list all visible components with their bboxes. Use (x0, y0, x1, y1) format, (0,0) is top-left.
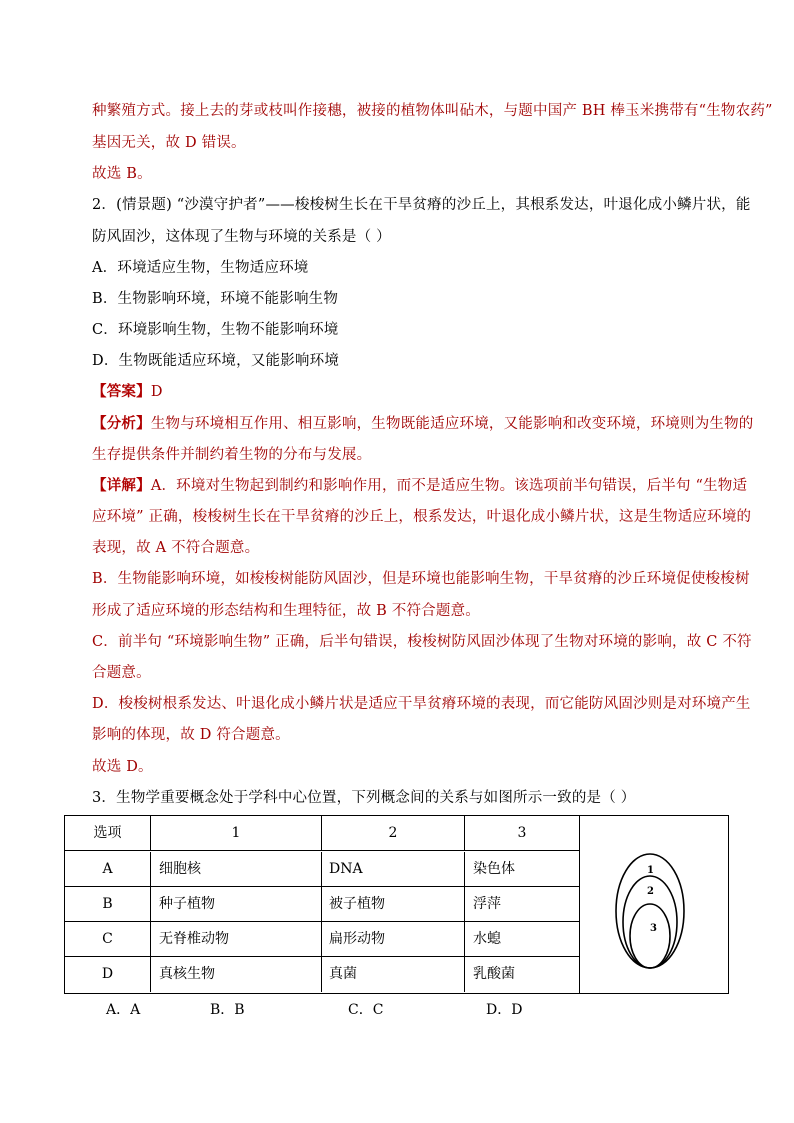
option-b: B．B (210, 1002, 245, 1018)
analysis-line (92, 414, 754, 434)
table-cell: 水螅 (473, 931, 501, 947)
table-cell: 浮萍 (473, 896, 501, 912)
table-row (65, 887, 579, 922)
diagram-label-1: 1 (647, 865, 654, 876)
table-cell: 无脊椎动物 (151, 922, 322, 957)
header-cell: 1 (151, 816, 322, 851)
option-d: D．生物既能适应环境，又能影响环境 (92, 353, 340, 369)
table-cell: 种子植物 (151, 887, 322, 922)
table-cell: D (65, 957, 151, 992)
text-line: 种繁殖方式。接上去的芽或枝叫作接穗，被接的植物体叫砧木，与题中国产 BH 棒玉米携带有“生物农药” (92, 103, 773, 119)
option-a: A．A (106, 1002, 141, 1018)
table-row (65, 957, 579, 992)
detail-line (92, 476, 748, 496)
table-cell: DNA (322, 852, 465, 887)
option-b: B．生物影响环境，环境不能影响生物 (92, 291, 339, 307)
question-2-stem: 2．(情景题) “沙漠守护者”——梭梭树生长在干旱贫瘠的沙丘上，其根系发达，叶退化成小鳞片状，能 (92, 197, 751, 213)
table-cell: 真核生物 (151, 957, 322, 992)
analysis-text: 生物与环境相互作用、相互影响，生物既能适应环境，又能影响和改变环境，环境则为生物的 (150, 416, 754, 432)
table-row (65, 852, 579, 887)
table-header-row (65, 816, 579, 851)
header-cell: 2 (322, 816, 465, 851)
header-cell: 3 (517, 825, 527, 841)
diagram-label-3: 3 (650, 923, 657, 934)
detail-text: C．前半句 “环境影响生物” 正确，后半句错误，梭梭树防风固沙体现了生物对环境的影响，故 C 不符 (92, 634, 752, 650)
ellipse-inner (630, 904, 670, 968)
answer-tag: 【答案】 (92, 383, 151, 400)
analysis-tag: 【分析】 (92, 415, 151, 432)
table-grid (65, 816, 580, 993)
question-3-table (64, 815, 729, 994)
question-2-stem: 防风固沙，这体现了生物与环境的关系是（ ） (92, 229, 391, 245)
detail-tag: 【详解】 (92, 477, 151, 494)
table-row (65, 922, 579, 957)
option-c: C．C (348, 1002, 384, 1018)
detail-text: D．梭梭树根系发达、叶退化成小鳞片状是适应干旱贫瘠环境的表现，而它能防风固沙则是对环境产生 (92, 696, 751, 712)
option-a: A．环境适应生物，生物适应环境 (92, 260, 309, 276)
detail-text: 影响的体现，故 D 符合题意。 (92, 727, 290, 743)
detail-text: 形成了适应环境的形态结构和生理特征，故 B 不符合题意。 (92, 603, 480, 619)
option-d: D．D (486, 1002, 523, 1018)
diagram-label-2: 2 (647, 886, 654, 897)
text-line: 基因无关，故 D 错误。 (92, 135, 246, 151)
table-cell: B (65, 887, 151, 922)
detail-text: 合题意。 (92, 665, 151, 681)
table-cell: 乳酸菌 (473, 966, 515, 982)
detail-text: 应环境” 正确，梭梭树生长在干旱贫瘠的沙丘上，根系发达，叶退化成小鳞片状，这是生物适应环境的 (92, 509, 752, 525)
text-line: 故选 B。 (92, 166, 152, 182)
detail-text: A．环境对生物起到制约和影响作用，而不是适应生物。该选项前半句错误，后半句 “生物适 (150, 478, 748, 494)
analysis-text: 生存提供条件并制约着生物的分布与发展。 (92, 447, 372, 463)
header-cell: 选项 (65, 816, 151, 851)
detail-text: B．生物能影响环境，如梭梭树能防风固沙，但是环境也能影响生物，干旱贫瘠的沙丘环境促使梭梭树 (92, 571, 750, 587)
table-cell: 扁形动物 (322, 922, 465, 957)
table-cell: C (65, 922, 151, 957)
question-3-stem: 3．生物学重要概念处于学科中心位置，下列概念间的关系与如图所示一致的是（ ） (92, 790, 636, 806)
table-cell: 被子植物 (322, 887, 465, 922)
option-c: C．环境影响生物，生物不能影响环境 (92, 322, 339, 338)
table-cell: 细胞核 (151, 852, 322, 887)
final-answer: 故选 D。 (92, 759, 153, 775)
detail-text: 表现，故 A 不符合题意。 (92, 540, 260, 556)
concept-nesting-diagram (605, 851, 705, 971)
table-cell: 染色体 (473, 861, 515, 877)
table-cell: 真菌 (322, 957, 465, 992)
table-cell: A (65, 852, 151, 887)
answer-value: D (150, 384, 163, 400)
answer-line (92, 382, 732, 402)
